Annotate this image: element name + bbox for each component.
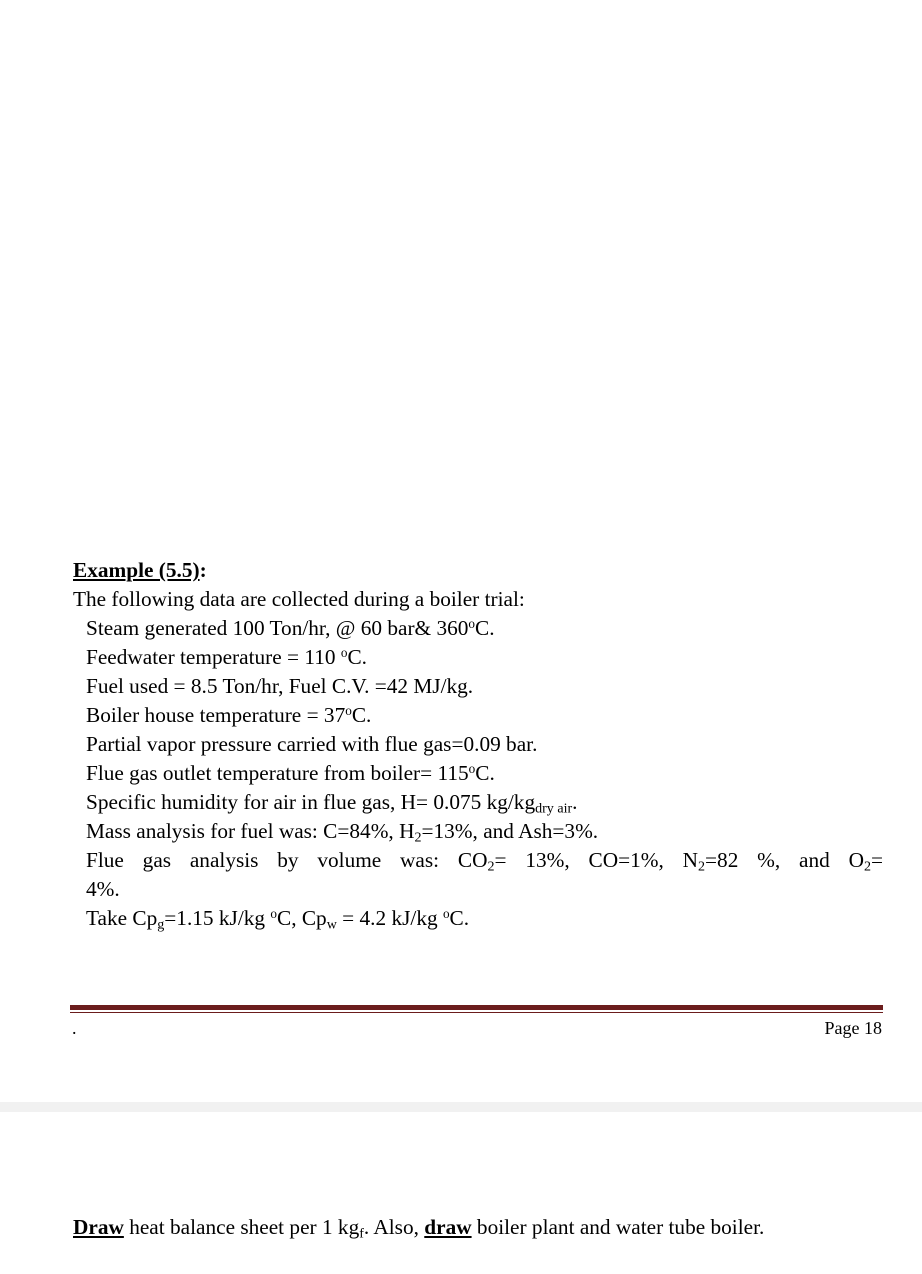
draw-instruction: Draw heat balance sheet per 1 $kg_f$. Also, draw boiler plant and water tube boiler.	[73, 1215, 765, 1242]
humidity-line: Specific humidity for air in flue gas, H= 0.075 $kg/kg_{dry air}$.	[86, 790, 578, 817]
document-page-19	[0, 1112, 922, 1274]
example-heading: Example (5.5):	[73, 558, 207, 582]
flue-gas-analysis-line: Flue gas analysis by volume was: $CO_2= 13\%$, CO=1%, $N_2=82$ %, and $O_2=$	[86, 848, 883, 875]
footer-dot: .	[72, 1018, 77, 1038]
house-temp-line: Boiler house temperature = $37^oC$.	[86, 702, 372, 727]
vapor-pressure-line: Partial vapor pressure carried with flue gas=0.09 bar.	[86, 732, 538, 756]
footer-rule-thin	[70, 1012, 883, 1013]
fuel-line: Fuel used = 8.5 Ton/hr, Fuel C.V. =42 MJ/kg.	[86, 674, 474, 698]
outlet-temp-line: Flue gas outlet temperature from boiler= $115^oC$.	[86, 760, 495, 785]
steam-line: Steam generated 100 Ton/hr, @ 60 bar& 360$^o$C.	[86, 615, 495, 640]
page-gap	[0, 1102, 922, 1112]
mass-analysis-line: Mass analysis for fuel was: C=84%, $H_2=13\%$, and Ash=3%.	[86, 819, 599, 846]
example-title: Example (5.5)	[73, 558, 200, 582]
example-intro: The following data are collected during a boiler trial:	[73, 587, 525, 611]
flue-gas-analysis-cont: 4%.	[86, 877, 120, 901]
footer-rule-thick	[70, 1005, 883, 1010]
example-block	[73, 556, 883, 933]
feedwater-line: Feedwater temperature = 110 $^o$C.	[86, 644, 367, 669]
cp-line: Take $Cp_g=1.15$ kJ/kg $^o$C, $Cp_w = 4.2$ kJ/kg $^o$C.	[86, 905, 470, 933]
page-number: Page 18	[824, 1018, 882, 1038]
